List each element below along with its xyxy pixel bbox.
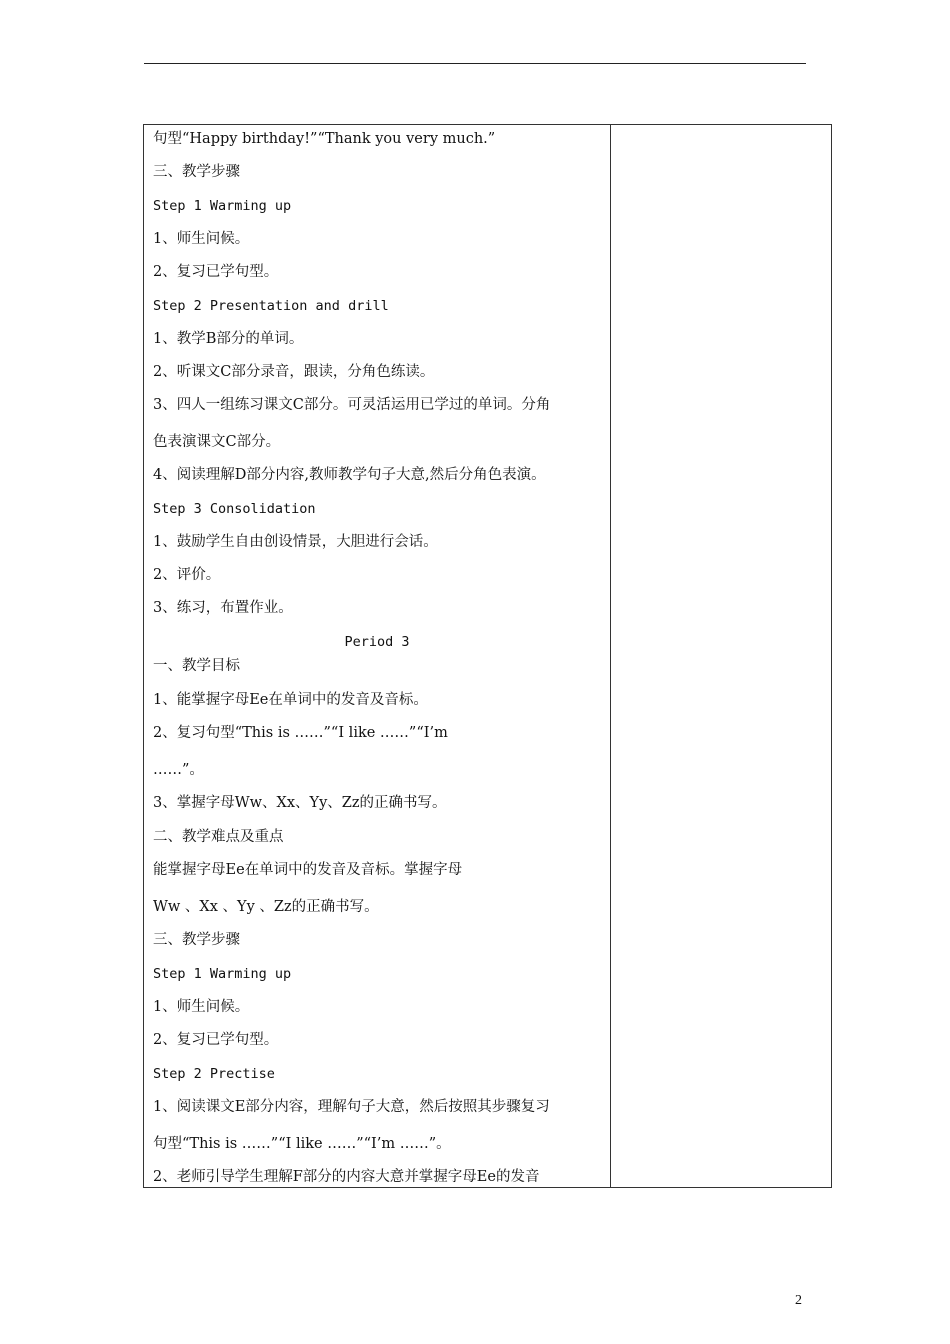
notes-cell: [611, 125, 831, 1187]
lesson-plan-table: [143, 124, 832, 1188]
section-heading: 二、教学难点及重点: [153, 829, 284, 845]
text-line: 3、掌握字母Ww、Xx、Yy、Zz的正确书写。: [153, 795, 447, 811]
text-line: 1、鼓励学生自由创设情景，大胆进行会话。: [153, 534, 438, 550]
header-rule: [144, 63, 806, 64]
step-heading: Step 1 Warming up: [153, 198, 292, 214]
step-heading: Step 3 Consolidation: [153, 501, 316, 517]
text-line: 2、复习已学句型。: [153, 1032, 279, 1048]
text-line: 句型“This is ……”“I like ……”“I’m ……”。: [153, 1136, 451, 1152]
text-line: ……”。: [153, 762, 204, 778]
lesson-content-cell: [144, 125, 610, 1187]
text-line: 2、复习句型“This is ……”“I like ……”“I’m: [153, 725, 448, 741]
text-line: 4、阅读理解D部分内容,教师教学句子大意,然后分角色表演。: [153, 467, 546, 483]
step-heading: Step 2 Prectise: [153, 1066, 275, 1082]
step-heading: Step 2 Presentation and drill: [153, 298, 389, 314]
text-line: 2、老师引导学生理解F部分的内容大意并掌握字母Ee的发音: [153, 1169, 540, 1185]
text-line: 3、练习，布置作业。: [153, 600, 293, 616]
text-line: 2、听课文C部分录音，跟读，分角色练读。: [153, 364, 435, 380]
text-line: 能掌握字母Ee在单词中的发音及音标。掌握字母: [153, 862, 463, 878]
text-line: 1、师生问候。: [153, 999, 250, 1015]
text-line: 1、教学B部分的单词。: [153, 331, 304, 347]
text-line: 句型“Happy birthday!”“Thank you very much.”: [153, 131, 496, 147]
page-number: 2: [795, 1293, 802, 1308]
text-line: 3、四人一组练习课文C部分。可灵活运用已学过的单词。分角: [153, 397, 551, 413]
section-heading: 一、教学目标: [153, 658, 240, 674]
text-line: 1、能掌握字母Ee在单词中的发音及音标。: [153, 692, 428, 708]
text-line: 1、师生问候。: [153, 231, 250, 247]
text-line: 色表演课文C部分。: [153, 434, 281, 450]
text-line: Ww 、Xx 、Yy 、Zz的正确书写。: [153, 899, 379, 915]
text-line: 1、阅读课文E部分内容，理解句子大意，然后按照其步骤复习: [153, 1099, 550, 1115]
step-heading: Step 1 Warming up: [153, 966, 292, 982]
section-heading: 三、教学步骤: [153, 932, 240, 948]
section-heading: 三、教学步骤: [153, 164, 240, 180]
text-line: 2、评价。: [153, 567, 221, 583]
text-line: 2、复习已学句型。: [153, 264, 279, 280]
period-heading: Period 3: [344, 634, 410, 650]
